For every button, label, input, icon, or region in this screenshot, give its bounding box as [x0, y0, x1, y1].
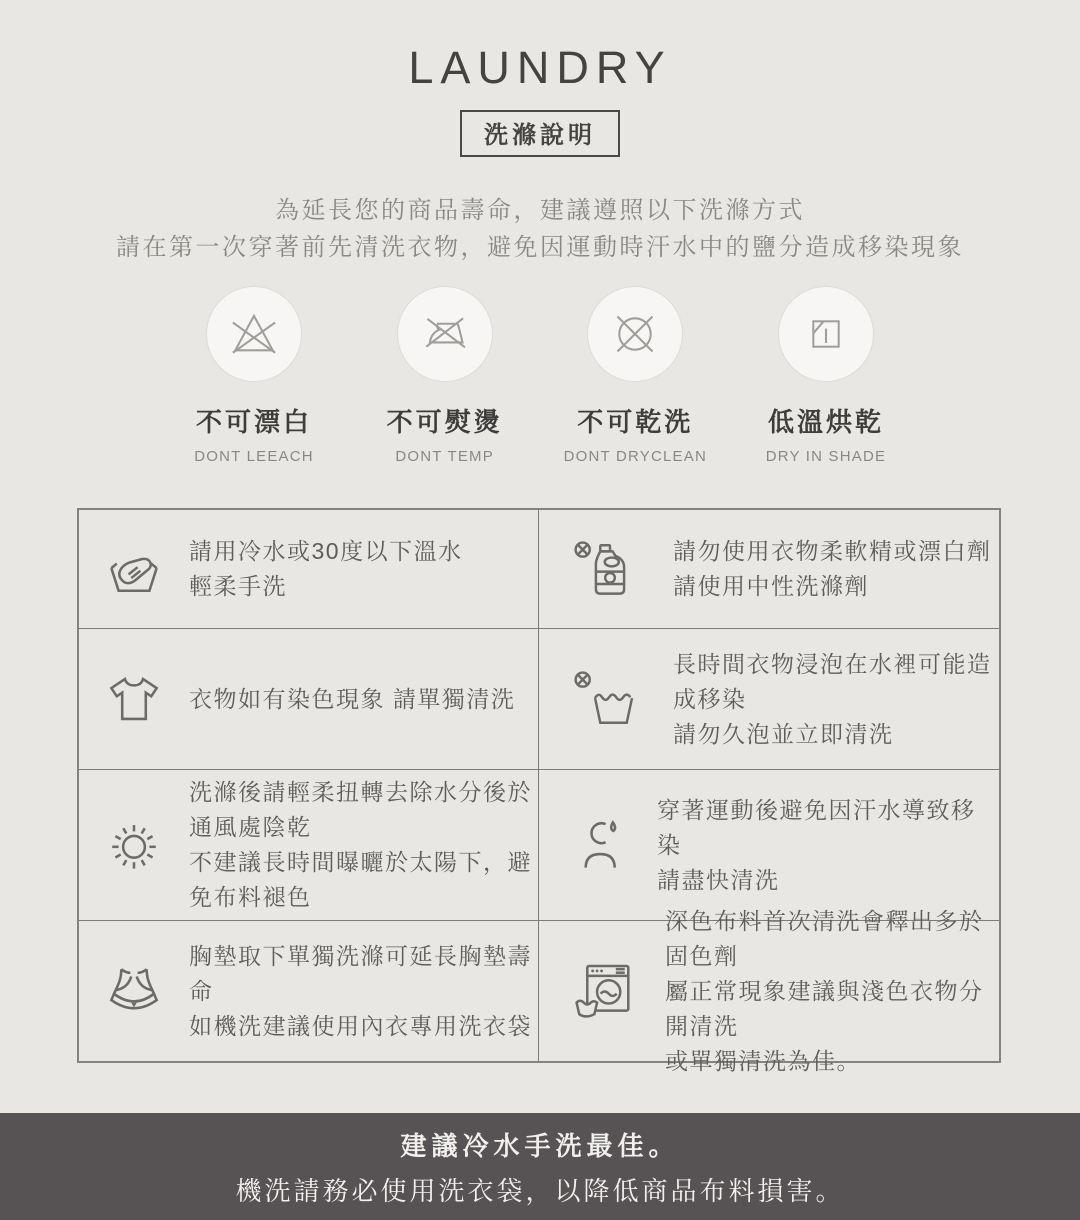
instruction-line: 不建議長時間曝曬於太陽下，避免布料褪色: [189, 849, 532, 910]
cell-separate-wash: [79, 629, 539, 770]
instruction-line: 或單獨清洗為佳。: [665, 1047, 861, 1074]
symbol-dont-bleach: [175, 286, 333, 465]
footer-line-1: 建議冷水手洗最佳。: [400, 1130, 680, 1161]
symbol-dont-dryclean: [556, 286, 714, 465]
footer-line-2: 機洗請務必使用洗衣袋，以降低商品布料損害。: [235, 1175, 845, 1206]
cell-no-softener: [539, 510, 999, 629]
instruction-line: 請使用中性洗滌劑: [673, 573, 869, 599]
symbol-label-en: DONT DRYCLEAN: [563, 448, 708, 465]
cell-shade-dry: [79, 770, 539, 921]
cell-dark-fabric: [539, 907, 999, 1074]
instruction-line: 請勿久泡並立即清洗: [673, 720, 894, 747]
instruction-line: 屬正常現象建議與淺色衣物分開清洗: [665, 977, 984, 1039]
symbol-label-zh: 不可乾洗: [577, 407, 694, 437]
instruction-line: 長時間衣物浸泡在水裡可能造成移染: [673, 650, 992, 712]
symbol-dry-low: [747, 286, 905, 465]
symbol-label-zh: 不可漂白: [195, 407, 312, 437]
intro-text: [0, 192, 1080, 266]
instruction-line: 請勿使用衣物柔軟精或漂白劑: [673, 538, 992, 564]
shade-dry-sun-icon: [105, 816, 163, 874]
sweat-person-icon: [573, 816, 631, 874]
instruction-line: 請盡快清洗: [657, 866, 780, 893]
instruction-line: 如機洗建議使用內衣專用洗衣袋: [189, 1012, 532, 1039]
hand-wash-icon: [105, 540, 163, 598]
symbol-dont-iron: [366, 286, 524, 465]
no-soak-icon: [573, 668, 647, 730]
intro-line-2: 請在第一次穿著前先清洗衣物，避免因運動時汗水中的鹽分造成移染現象: [116, 234, 964, 261]
dont-dryclean-icon: [606, 305, 664, 363]
instruction-line: 輕柔手洗: [189, 573, 287, 599]
dry-low-icon: [797, 305, 855, 363]
subtitle-badge: 洗滌說明: [460, 110, 620, 157]
cell-no-soak: [539, 629, 999, 770]
symbol-label-zh: 低溫烘乾: [767, 407, 884, 437]
cell-hand-wash: [79, 510, 539, 629]
dont-iron-icon: [416, 305, 474, 363]
dont-bleach-icon: [225, 305, 283, 363]
washing-machine-icon: [573, 961, 639, 1021]
instruction-line: 深色布料首次清洗會釋出多於固色劑: [665, 907, 984, 969]
tshirt-icon: [105, 670, 163, 728]
instruction-line: 胸墊取下單獨洗滌可延長胸墊壽命: [189, 942, 532, 1004]
instruction-line: 穿著運動後避免因汗水導致移染: [657, 796, 976, 858]
bra-icon: [105, 962, 163, 1020]
symbol-label-en: DONT TEMP: [395, 448, 494, 465]
instruction-line: 洗滌後請輕柔扭轉去除水分後於通風處陰乾: [189, 779, 532, 840]
symbol-label-zh: 不可熨燙: [386, 407, 503, 437]
intro-line-1: 為延長您的商品壽命，建議遵照以下洗滌方式: [275, 197, 805, 224]
cell-sweat-wash: [539, 770, 999, 921]
symbol-label-en: DRY IN SHADE: [765, 448, 887, 465]
care-symbols-row: [175, 286, 905, 465]
symbol-label-en: DONT LEEACH: [194, 448, 314, 465]
instruction-line: 衣物如有染色現象 請單獨清洗: [189, 685, 516, 712]
footer-banner: [0, 1113, 1080, 1220]
no-softener-icon: [573, 538, 647, 600]
care-instructions-table: [77, 508, 1001, 1074]
header: [0, 42, 1080, 157]
cell-bra-pad: [79, 921, 539, 1061]
page-title: LAUNDRY: [408, 42, 672, 93]
instruction-line: 請用冷水或30度以下溫水: [189, 538, 463, 564]
